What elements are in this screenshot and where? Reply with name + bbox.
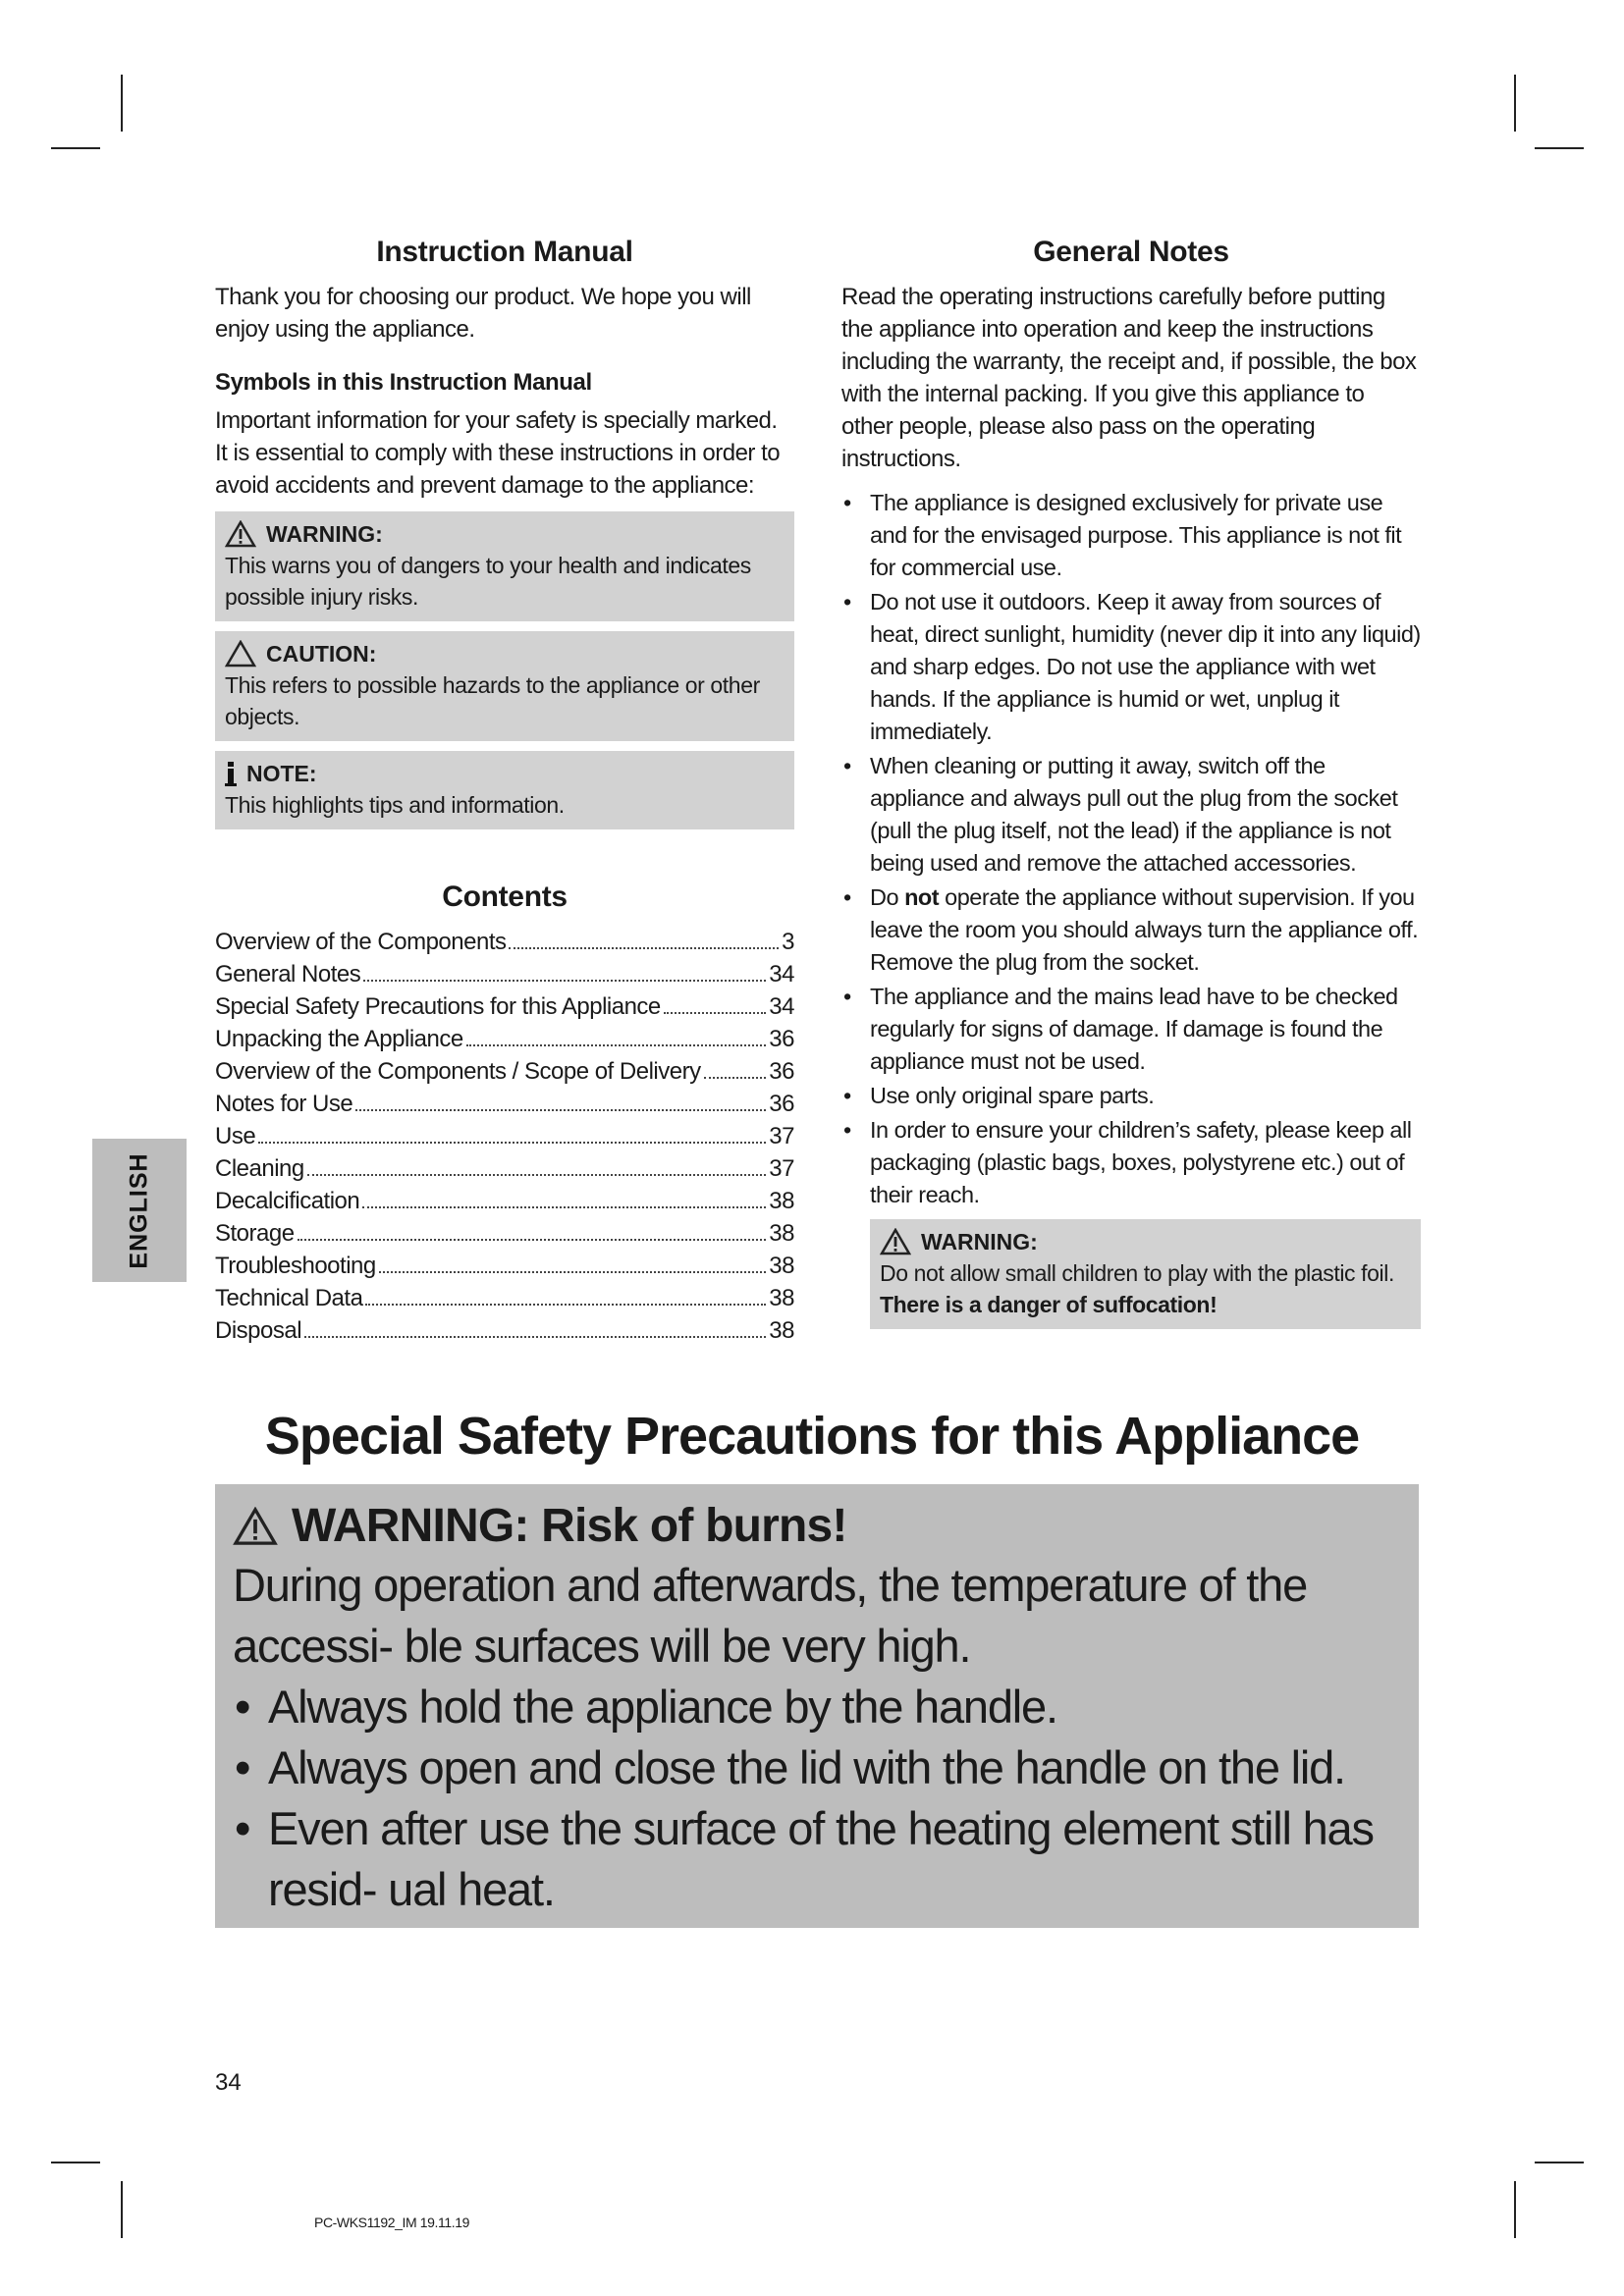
toc-item[interactable]: Technical Data 38 <box>215 1285 794 1311</box>
list-item: • Do not use it outdoors. Keep it away from sources of heat, direct sunlight, humidity (never dip it into any liquid) and sharp edges. Do not use the appliance with wet hands. If the appliance is humid or wet, unplug it immediately. <box>841 586 1421 748</box>
toc-item[interactable]: Troubleshooting 38 <box>215 1253 794 1279</box>
warning-header <box>880 1226 1411 1257</box>
warning-triangle-icon <box>880 1228 911 1255</box>
info-icon <box>225 760 237 787</box>
language-tab <box>92 1139 187 1282</box>
crop-mark <box>51 147 100 149</box>
warning-emphasis: There is a danger of suffocation! <box>880 1292 1218 1317</box>
left-column <box>215 236 794 1347</box>
burn-warning-label: WARNING: Risk of burns! <box>292 1500 847 1552</box>
list-item: • Always open and close the lid with the handle on the lid. <box>233 1737 1401 1798</box>
toc-item[interactable]: Decalcification 38 <box>215 1188 794 1214</box>
burn-warning-header <box>233 1498 1401 1555</box>
children-warning-box <box>870 1219 1421 1329</box>
warning-triangle-icon <box>225 520 256 548</box>
instruction-manual-title: Instruction Manual <box>376 236 633 268</box>
safety-title: Special Safety Precautions for this Appliance <box>264 1407 1360 1466</box>
general-notes-intro: Read the operating instructions carefully before putting the appliance into operation and keep the instructions including the warranty, the receipt and, if possible, the box with the internal packing. If you give this appliance to other people, please also pass on the operating instructions. <box>841 284 1417 472</box>
note-text: This highlights tips and information. <box>225 792 565 818</box>
warning-text: This warns you of dangers to your health and indicates possible injury risks. <box>225 553 751 610</box>
symbols-title: Symbols in this Instruction Manual <box>215 369 592 396</box>
toc-item[interactable]: Unpacking the Appliance 36 <box>215 1026 794 1052</box>
crop-mark <box>121 2181 123 2238</box>
note-box <box>215 751 794 829</box>
warning-box <box>215 511 794 621</box>
caution-header <box>225 638 785 669</box>
crop-mark <box>1535 147 1584 149</box>
symbols-text-1: Important information for your safety is specially marked. <box>215 407 778 434</box>
toc-item[interactable]: Notes for Use 36 <box>215 1091 794 1117</box>
burn-warning-box <box>215 1484 1419 1928</box>
contents-title: Contents <box>442 881 568 913</box>
toc-item[interactable]: Use 37 <box>215 1123 794 1149</box>
general-notes-list <box>841 487 1421 1211</box>
intro-text: Thank you for choosing our product. We hope you will enjoy using the appliance. <box>215 284 751 343</box>
list-item: • The appliance and the mains lead have to be checked regularly for signs of damage. If damage is found the appliance must not be used. <box>841 981 1421 1078</box>
general-notes-title: General Notes <box>1033 236 1229 268</box>
symbols-text-2: It is essential to comply with these instructions in order to avoid accidents and prevent damage to the appliance: <box>215 440 781 499</box>
language-label: ENGLISH <box>125 1151 153 1269</box>
toc-item[interactable]: Cleaning 37 <box>215 1155 794 1182</box>
list-item: • The appliance is designed exclusively for private use and for the envisaged purpose. This appliance is not fit for commercial use. <box>841 487 1421 584</box>
list-item: • Use only original spare parts. <box>841 1080 1421 1112</box>
right-column <box>841 236 1421 1329</box>
crop-mark <box>1535 2162 1584 2163</box>
toc-item[interactable]: Special Safety Precautions for this Appliance 34 <box>215 993 794 1020</box>
caution-box <box>215 631 794 741</box>
caution-triangle-icon <box>225 640 256 667</box>
crop-mark <box>121 75 123 132</box>
page-number: 34 <box>215 2069 242 2096</box>
warning-label: WARNING: <box>921 1229 1038 1255</box>
footer-code: PC-WKS1192_IM 19.11.19 <box>314 2215 469 2230</box>
toc-item[interactable]: General Notes 34 <box>215 961 794 988</box>
crop-mark <box>51 2162 100 2163</box>
warning-text: Do not allow small children to play with the plastic foil. <box>880 1260 1394 1286</box>
caution-text: This refers to possible hazards to the appliance or other objects. <box>225 672 760 729</box>
toc-item[interactable]: Overview of the Components / Scope of Delivery 36 <box>215 1058 794 1085</box>
list-item: • When cleaning or putting it away, switch off the appliance and always pull out the plug from the socket (pull the plug itself, not the lead) if the appliance is not being used and remove the attached accessories. <box>841 750 1421 880</box>
toc-item[interactable]: Storage 38 <box>215 1220 794 1247</box>
toc-item[interactable]: Overview of the Components 3 <box>215 929 794 955</box>
list-item: • Always hold the appliance by the handle. <box>233 1677 1401 1737</box>
table-of-contents <box>215 926 794 1347</box>
warning-label: WARNING: <box>266 521 383 547</box>
caution-label: CAUTION: <box>266 641 377 667</box>
burn-warning-list <box>233 1677 1401 1920</box>
crop-mark <box>1514 75 1516 132</box>
warning-triangle-icon <box>233 1507 278 1546</box>
crop-mark <box>1514 2181 1516 2238</box>
list-item: • Even after use the surface of the heating element still has resid- ual heat. <box>233 1798 1401 1920</box>
note-header <box>225 758 785 789</box>
list-item: • Do not operate the appliance without supervision. If you leave the room you should always turn the appliance off. Remove the plug from the socket. <box>841 881 1421 979</box>
warning-header <box>225 518 785 550</box>
toc-item[interactable]: Disposal 38 <box>215 1317 794 1344</box>
list-item: • In order to ensure your children’s safety, please keep all packaging (plastic bags, boxes, polystyrene etc.) out of their reach. <box>841 1114 1421 1211</box>
burn-warning-text: During operation and afterwards, the temperature of the accessi- ble surfaces will be very high. <box>233 1559 1308 1672</box>
note-label: NOTE: <box>246 761 317 786</box>
